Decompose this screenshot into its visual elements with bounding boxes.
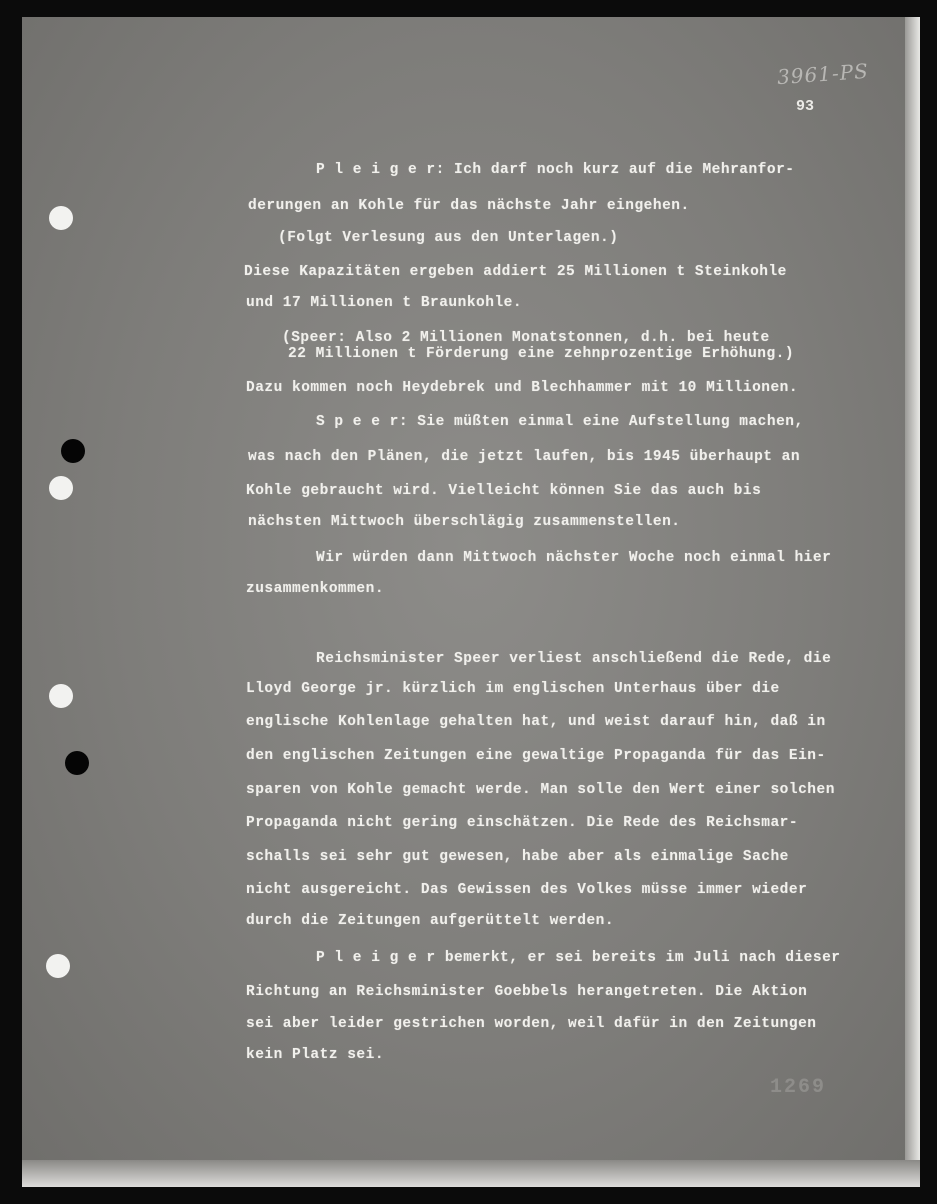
text-line: Reichsminister Speer verliest anschließend die Rede, die: [316, 651, 832, 667]
punch-hole: [49, 206, 73, 230]
text-line: Diese Kapazitäten ergeben addiert 25 Millionen t Steinkohle: [244, 264, 787, 280]
text-line: nächsten Mittwoch überschlägig zusammenstellen.: [248, 514, 681, 530]
archive-stamp: 1269: [770, 1076, 827, 1099]
text-line: P l e i g e r: Ich darf noch kurz auf die Mehranfor-: [316, 162, 795, 178]
punch-hole: [61, 439, 85, 463]
text-line: sparen von Kohle gemacht werde. Man solle den Wert einer solchen: [246, 782, 835, 798]
text-line: Lloyd George jr. kürzlich im englischen Unterhaus über die: [246, 681, 780, 697]
text-line: Kohle gebraucht wird. Vielleicht können Sie das auch bis: [246, 483, 762, 499]
page-edge: [22, 1160, 920, 1187]
text-line: P l e i g e r bemerkt, er sei bereits im Juli nach dieser: [316, 950, 841, 966]
text-line: Dazu kommen noch Heydebrek und Blechhammer mit 10 Millionen.: [246, 380, 799, 396]
text-line: sei aber leider gestrichen worden, weil dafür in den Zeitungen: [246, 1016, 817, 1032]
text-line: Propaganda nicht gering einschätzen. Die Rede des Reichsmar-: [246, 815, 799, 831]
text-line: schalls sei sehr gut gewesen, habe aber als einmalige Sache: [246, 849, 789, 865]
punch-hole: [65, 751, 89, 775]
text-line: zusammenkommen.: [246, 581, 385, 597]
text-line: was nach den Plänen, die jetzt laufen, bis 1945 überhaupt an: [248, 449, 801, 465]
text-line: 22 Millionen t Förderung eine zehnprozentige Erhöhung.): [288, 346, 795, 362]
page-edge: [905, 17, 920, 1187]
text-line: englische Kohlenlage gehalten hat, und weist darauf hin, daß in: [246, 714, 826, 730]
page-number: 93: [796, 98, 815, 115]
text-line: derungen an Kohle für das nächste Jahr eingehen.: [248, 198, 690, 214]
punch-hole: [46, 954, 70, 978]
text-line: den englischen Zeitungen eine gewaltige Propaganda für das Ein-: [246, 748, 826, 764]
text-line: nicht ausgereicht. Das Gewissen des Volkes müsse immer wieder: [246, 882, 808, 898]
document-page: [22, 17, 920, 1187]
text-line: Richtung an Reichsminister Goebbels herangetreten. Die Aktion: [246, 984, 808, 1000]
text-line: Wir würden dann Mittwoch nächster Woche noch einmal hier: [316, 550, 832, 566]
text-line: S p e e r: Sie müßten einmal eine Aufstellung machen,: [316, 414, 804, 430]
handwritten-reference: 3961-PS: [776, 58, 870, 90]
text-line: kein Platz sei.: [246, 1047, 385, 1063]
punch-hole: [49, 476, 73, 500]
text-line: durch die Zeitungen aufgerüttelt werden.: [246, 913, 615, 929]
text-line: (Folgt Verlesung aus den Unterlagen.): [278, 230, 619, 246]
punch-hole: [49, 684, 73, 708]
text-line: und 17 Millionen t Braunkohle.: [246, 295, 523, 311]
text-line: (Speer: Also 2 Millionen Monatstonnen, d.h. bei heute: [282, 330, 770, 346]
